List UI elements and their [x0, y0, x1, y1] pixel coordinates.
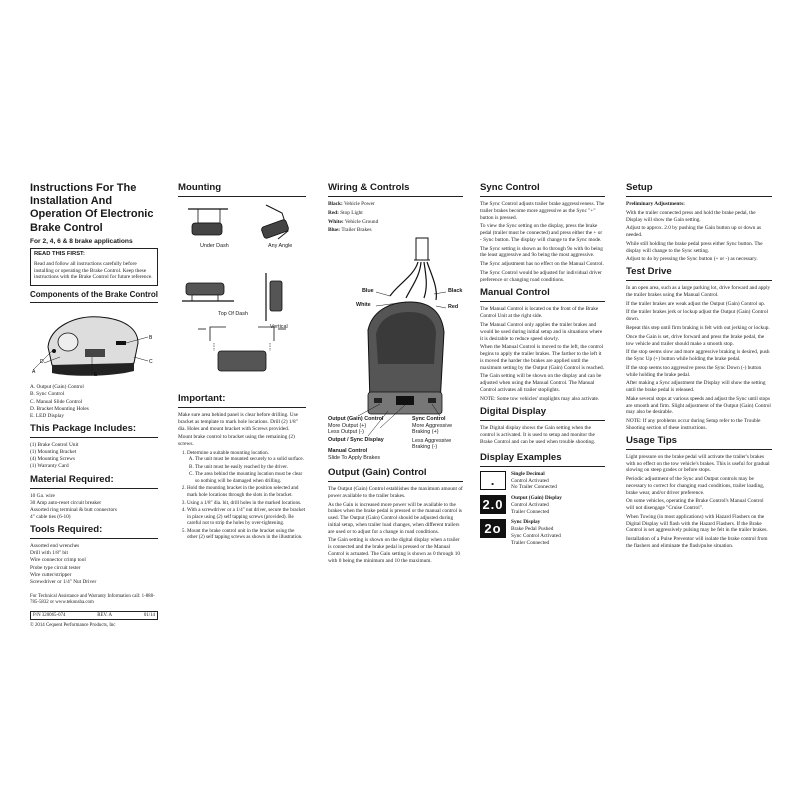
document-title: Instructions For The Installation And Operation Of Electronic Brake Control: [30, 182, 154, 234]
sync-text-5: The Sync Control would be adjusted for individual driver preference or changing road conditions.: [480, 269, 602, 283]
usage-tips-heading: Usage Tips: [626, 434, 678, 446]
test-text-8: After making a Sync adjustment the Display will show the setting until the brake pedal is released.: [626, 380, 766, 394]
column-wiring: [328, 182, 463, 567]
manual-text-1: The Manual Control is located on the front of the Brake Control Unit at the right side.: [480, 306, 599, 320]
list-item: (4) Mounting Screws: [30, 456, 76, 463]
test-text-2: If the trailer brakes are weak adjust the Output (Gain) Control up.: [626, 300, 766, 307]
usage-text-5: Installation of a Pulse Preventor will isolate the brake control from the flashers and eliminate the flash/pulse situation.: [626, 536, 768, 549]
package-list: [30, 442, 158, 471]
sync-text-1: The Sync Control adjusts trailer brake aggressiveness. The trailer brakes become more aggressive as the Sync "+" button is pressed.: [480, 201, 605, 221]
list-item: C. The area behind the mounting location must be clear so nothing will be damaged when drilling.: [195, 471, 306, 484]
output-gain-callout: [328, 416, 388, 435]
divider: [626, 280, 772, 281]
led-display-single-decimal: .: [480, 471, 506, 490]
divider: [30, 437, 158, 438]
example-title: Sync Display: [511, 519, 541, 526]
list-item: A. The unit must be mounted securely to a solid surface.: [195, 456, 306, 463]
part-number: P/N 320065-074: [33, 612, 66, 618]
example-line: Control Activated: [511, 501, 549, 508]
led-display-gain: 2.0: [480, 495, 506, 514]
callout-text: Less Aggressive Braking (-): [412, 437, 452, 451]
setup-text-4: Adjust to 4o by pressing the Sync button (+ or -) as necessary.: [626, 256, 758, 263]
list-item: Wire cutter/stripper: [30, 571, 72, 578]
output-sync-display-callout: Output / Sync Display: [328, 437, 384, 444]
example-title: Output (Gain) Display: [511, 495, 562, 502]
wire-desc: Vehicle Power: [343, 201, 375, 208]
callout-text: More Output (+): [328, 422, 367, 429]
revision-date: 01/14: [143, 612, 155, 618]
example-line: Trailer Connected: [511, 508, 550, 515]
list-item: 3. Using a 1/8" dia. bit, drill holes in the marked locations.: [187, 500, 306, 507]
important-heading: Important:: [178, 393, 226, 405]
list-item: C. Manual Slide Control: [30, 398, 83, 405]
divider: [480, 196, 605, 197]
wire-color: Red:: [328, 209, 339, 216]
output-heading: Output (Gain) Control: [328, 467, 427, 479]
manual-text-2: The Manual Control only applies the trailer brakes and would be used during initial setup and in situations where it is desirable to reduce speed slowly.: [480, 322, 603, 342]
svg-text:B: B: [149, 335, 153, 342]
components-list: [30, 384, 158, 420]
callout-text: Slide To Apply Brakes: [328, 454, 381, 461]
example-line: Control Activated: [511, 477, 549, 484]
test-text-3: If the trailer brakes jerk or lockup adjust the Output (Gain) Control down.: [626, 309, 768, 323]
vertical-label: Vertical: [270, 324, 288, 330]
column-intro: [30, 182, 158, 631]
callout-title: Sync Control: [412, 416, 446, 423]
example-line: Brake Pedal Pushed: [511, 526, 554, 533]
wiring-diagram: [328, 236, 463, 454]
usage-text-1: Light pressure on the brake pedal will activate the trailer's brakes with no effect on the tow vehicle's brakes. This is useful for gradual slowing on steep grades or before stops.: [626, 453, 770, 474]
list-item: (1) Mounting Bracket: [30, 449, 77, 456]
example-line: No Trailer Connected: [511, 484, 557, 491]
usage-text-3: On some vehicles, operating the Brake Control's Manual Control will not disengage "Cruise Control".: [626, 498, 764, 512]
list-item: B. The unit must be easily reached by the driver.: [195, 464, 306, 471]
column-controls: [480, 182, 605, 550]
prelim-heading: Preliminary Adjustments:: [626, 201, 685, 208]
divider: [30, 538, 158, 539]
manual-control-callout: [328, 448, 463, 461]
callout-text: Less Output (-): [328, 429, 364, 436]
list-item: (1) Brake Control Unit: [30, 441, 79, 448]
usage-text-4: When Towing (in most applications) with Hazard Flashers on the Digital Display will flash with the Hazard Flashers. If the Brake Control is set aggressively pulsing may be felt in the trailer brakes.: [626, 513, 768, 534]
part-number-box: [30, 611, 158, 620]
test-text-7: If the stop seems too aggressive press the Sync Down (-) button while holding the brake pedal.: [626, 364, 762, 378]
sync-text-3: The Sync setting is shown as 0o through 9o with 0o being the least aggressive and 9o being the most aggressive.: [480, 245, 603, 259]
manual-heading: Manual Control: [480, 287, 550, 299]
svg-text:D: D: [40, 359, 44, 366]
wire-label-black: Black: [448, 288, 463, 295]
svg-text:A: A: [32, 369, 36, 376]
divider: [626, 196, 772, 197]
list-item: B. Sync Control: [30, 391, 65, 398]
svg-text:C: C: [149, 359, 153, 366]
test-text-5: Once the Gain is set, drive forward and press the brake pedal, the tow vehicle and trailer should make a smooth stop.: [626, 333, 765, 347]
support-text: For Technical Assistance and Warranty Information call: 1-888-785-5832 or www.tekonsha.com: [30, 593, 155, 606]
wire-color: White:: [328, 218, 344, 225]
wire-item: [328, 227, 463, 234]
example-description: [511, 519, 561, 546]
divider: [480, 466, 605, 467]
svg-text:E: E: [94, 372, 98, 378]
list-item: D. Bracket Mounting Holes: [30, 405, 89, 412]
example-line: Sync Control Activated: [511, 532, 561, 539]
example-description: [511, 495, 562, 515]
wire-desc: Trailer Brakes: [341, 227, 372, 234]
list-item: Probe type circuit tester: [30, 564, 81, 571]
sync-text-2: To view the Sync setting on the display, press the brake pedal (trailer must be connected) and press either the + or - Sync button. The display will change to the Sync mode.: [480, 223, 603, 243]
list-item: E. LED Display: [30, 412, 64, 419]
document-subtitle: For 2, 4, 6 & 8 brake applications: [30, 237, 133, 245]
sync-control-callout: [412, 416, 466, 450]
divider: [30, 302, 158, 303]
output-text-3: The Gain setting is shown on the digital display when a trailer is connected and the brake pedal is pressed or the Manual Control is actuated. The Gain setting is shown as 0 through 10 with 0 being the minimum and 10 the maximum.: [328, 537, 461, 564]
list-item: 4. With a screwdriver or a 1/4" nut driver, secure the bracket in place using (2) self tapping screws (provided). Be careful not to strip the holes by over-tightening.: [187, 507, 306, 527]
test-text-9: Make several stops at various speeds and adjust the Sync until stops are smooth and firm. Slight adjustment of the Output (Gain) Control may also be desirable.: [626, 395, 771, 416]
divider: [480, 301, 605, 302]
setup-text-3: While still holding the brake pedal press either Sync button. The display will change to the Sync setting.: [626, 240, 763, 254]
wire-color: Blue:: [328, 227, 341, 234]
top-of-dash-label: Top Of Dash: [218, 311, 248, 317]
manual-note: NOTE: Some tow vehicles' stoplights may also activate.: [480, 395, 600, 402]
manual-text-4: The Gain setting will be shown on the display and can be adjusted when using the Manual Control. The Manual Control activates all trailer stoplights.: [480, 373, 602, 393]
list-item: 4" cable ties (6-10): [30, 513, 71, 520]
read-first-text: Read and follow all instructions carefully before installing or operating the Brake Control. Keep these instructions with the Brake Control for future reference.: [34, 260, 153, 281]
usage-text-2: Periodic adjustment of the Sync and Output controls may be necessary to correct for changing road conditions, trailer loading, brake wear, and/or driver preference.: [626, 476, 765, 496]
output-text-1: The Output (Gain) Control establishes the maximum amount of power available to the trailer brakes.: [328, 486, 463, 499]
example-title: Single Decimal: [511, 470, 545, 477]
manual-text-3: When the Manual Control is moved to the left, the control begins to apply the trailer brakes. The farther to the left it is moved the harder the brakes are applied until the maximum setting by the Output (Gain) Control is reached.: [480, 344, 605, 371]
mounting-steps: [178, 450, 306, 541]
divider: [178, 196, 306, 197]
list-item: 5. Mount the brake control unit in the bracket using the other (2) self tapping screws as shown in the illustration.: [187, 528, 306, 541]
copyright: © 2014 Cequent Performance Products, Inc: [30, 622, 116, 628]
output-text-2: As the Gain is increased more power will be available to the brakes when the brake pedal is pressed or the manual control is used. The Output (Gain) Control should be adjusted during initial setup, when trailer load changes, when different trailers are used or to adjust for a change in road conditions.: [328, 501, 462, 535]
test-note: NOTE: If any problems occur during Setup refer to the Trouble Shooting section of these instructions.: [626, 418, 761, 431]
list-item: Wire connector crimp tool: [30, 557, 86, 564]
list-item: A. Output (Gain) Control: [30, 384, 84, 391]
digital-text: The Digital display shows the Gain setting when the control is activated. It is used to setup and monitor the Brake Control and can be used when trouble shooting.: [480, 425, 596, 445]
digital-heading: Digital Display: [480, 406, 547, 418]
divider: [328, 196, 463, 197]
callout-title: Manual Control: [328, 448, 368, 455]
wire-color: Black:: [328, 201, 343, 208]
wire-legend: [328, 201, 463, 234]
important-text-2: Mount brake control to bracket using the remaining (2) screws.: [178, 434, 295, 448]
test-drive-heading: Test Drive: [626, 266, 672, 278]
callout-text: More Aggressive Braking (+): [412, 422, 453, 436]
sub-steps: [187, 456, 306, 484]
tools-list: [30, 543, 158, 586]
step-text: Determine a suitable mounting location.: [187, 449, 269, 456]
material-list: [30, 493, 158, 522]
read-first-heading: READ THIS FIRST:: [34, 251, 85, 258]
read-first-box: [30, 248, 158, 286]
display-example: [480, 495, 605, 515]
package-heading: This Package Includes:: [30, 422, 137, 434]
wire-label-red: Red: [448, 304, 459, 311]
wire-label-blue: Blue: [362, 288, 374, 295]
list-item: Assorted end wrenches: [30, 543, 80, 550]
under-dash-label: Under Dash: [200, 243, 229, 249]
list-item: Screwdriver or 1/4" Nut Driver: [30, 578, 97, 585]
wire-item: [328, 210, 463, 217]
sync-text-4: The Sync adjustment has no effect on the Manual Control.: [480, 261, 604, 268]
column-setup: [626, 182, 772, 552]
list-item: 10 Ga. wire: [30, 492, 55, 499]
wire-label-white: White: [356, 302, 371, 309]
list-item: 2. Hold the mounting bracket in the position selected and mark hole locations through the slots in the bracket.: [187, 485, 306, 498]
sync-heading: Sync Control: [480, 182, 540, 193]
list-item: (1) Warranty Card: [30, 463, 69, 470]
setup-text-2: Adjust to approx. 2.0 by pushing the Gain button up or down as needed.: [626, 225, 762, 239]
wiring-heading: Wiring & Controls: [328, 182, 410, 193]
list-item: 30 Amp auto-reset circuit breaker: [30, 499, 102, 506]
brake-control-illustration: [30, 307, 158, 377]
any-angle-label: Any Angle: [268, 243, 293, 249]
example-description: [511, 471, 557, 491]
example-line: Trailer Connected: [511, 539, 550, 546]
callout-title: Output (Gain) Control: [328, 416, 384, 423]
divider: [30, 488, 158, 489]
mounting-illustration: [178, 201, 306, 386]
wire-item: [328, 219, 463, 226]
important-text: Make sure area behind panel is clear before drilling. Use bracket as template to mark hole locations. Drill (2) 1/8" dia. Holes and mount bracket with Screws provided.: [178, 412, 299, 432]
wire-desc: Vehicle Ground: [344, 218, 379, 225]
test-text-4: Repeat this step until firm braking is felt with out jerking or lockup.: [626, 325, 770, 332]
setup-text-1: With the trailer connected press and hold the brake pedal, the Display will show the Gain setting.: [626, 209, 756, 223]
setup-heading: Setup: [626, 182, 653, 193]
material-heading: Material Required:: [30, 473, 114, 485]
test-text-1: In an open area, such as a large parking lot, drive forward and apply the trailer brakes using the Manual Control.: [626, 285, 771, 298]
examples-heading: Display Examples: [480, 451, 562, 463]
display-example: [480, 471, 605, 491]
components-heading: Components of the Brake Control: [30, 290, 159, 300]
wire-desc: Stop Light: [340, 209, 363, 216]
revision: REV. A: [97, 612, 113, 618]
mounting-heading: Mounting: [178, 182, 222, 193]
wire-item: [328, 201, 463, 208]
list-item: [187, 450, 306, 485]
display-example: [480, 519, 605, 546]
divider: [480, 420, 605, 421]
list-item: Assorted ring terminal & butt connectors: [30, 506, 117, 513]
tools-heading: Tools Required:: [30, 524, 103, 536]
test-text-6: If the stop seems slow and more aggressive braking is desired, push the Sync Up (+) button while holding the brake pedal.: [626, 349, 770, 363]
led-display-sync: 2o: [480, 519, 506, 538]
list-item: Drill with 1/8" bit: [30, 550, 68, 557]
divider: [178, 407, 306, 408]
divider: [328, 481, 463, 482]
divider: [626, 449, 772, 450]
column-mounting: [178, 182, 306, 542]
